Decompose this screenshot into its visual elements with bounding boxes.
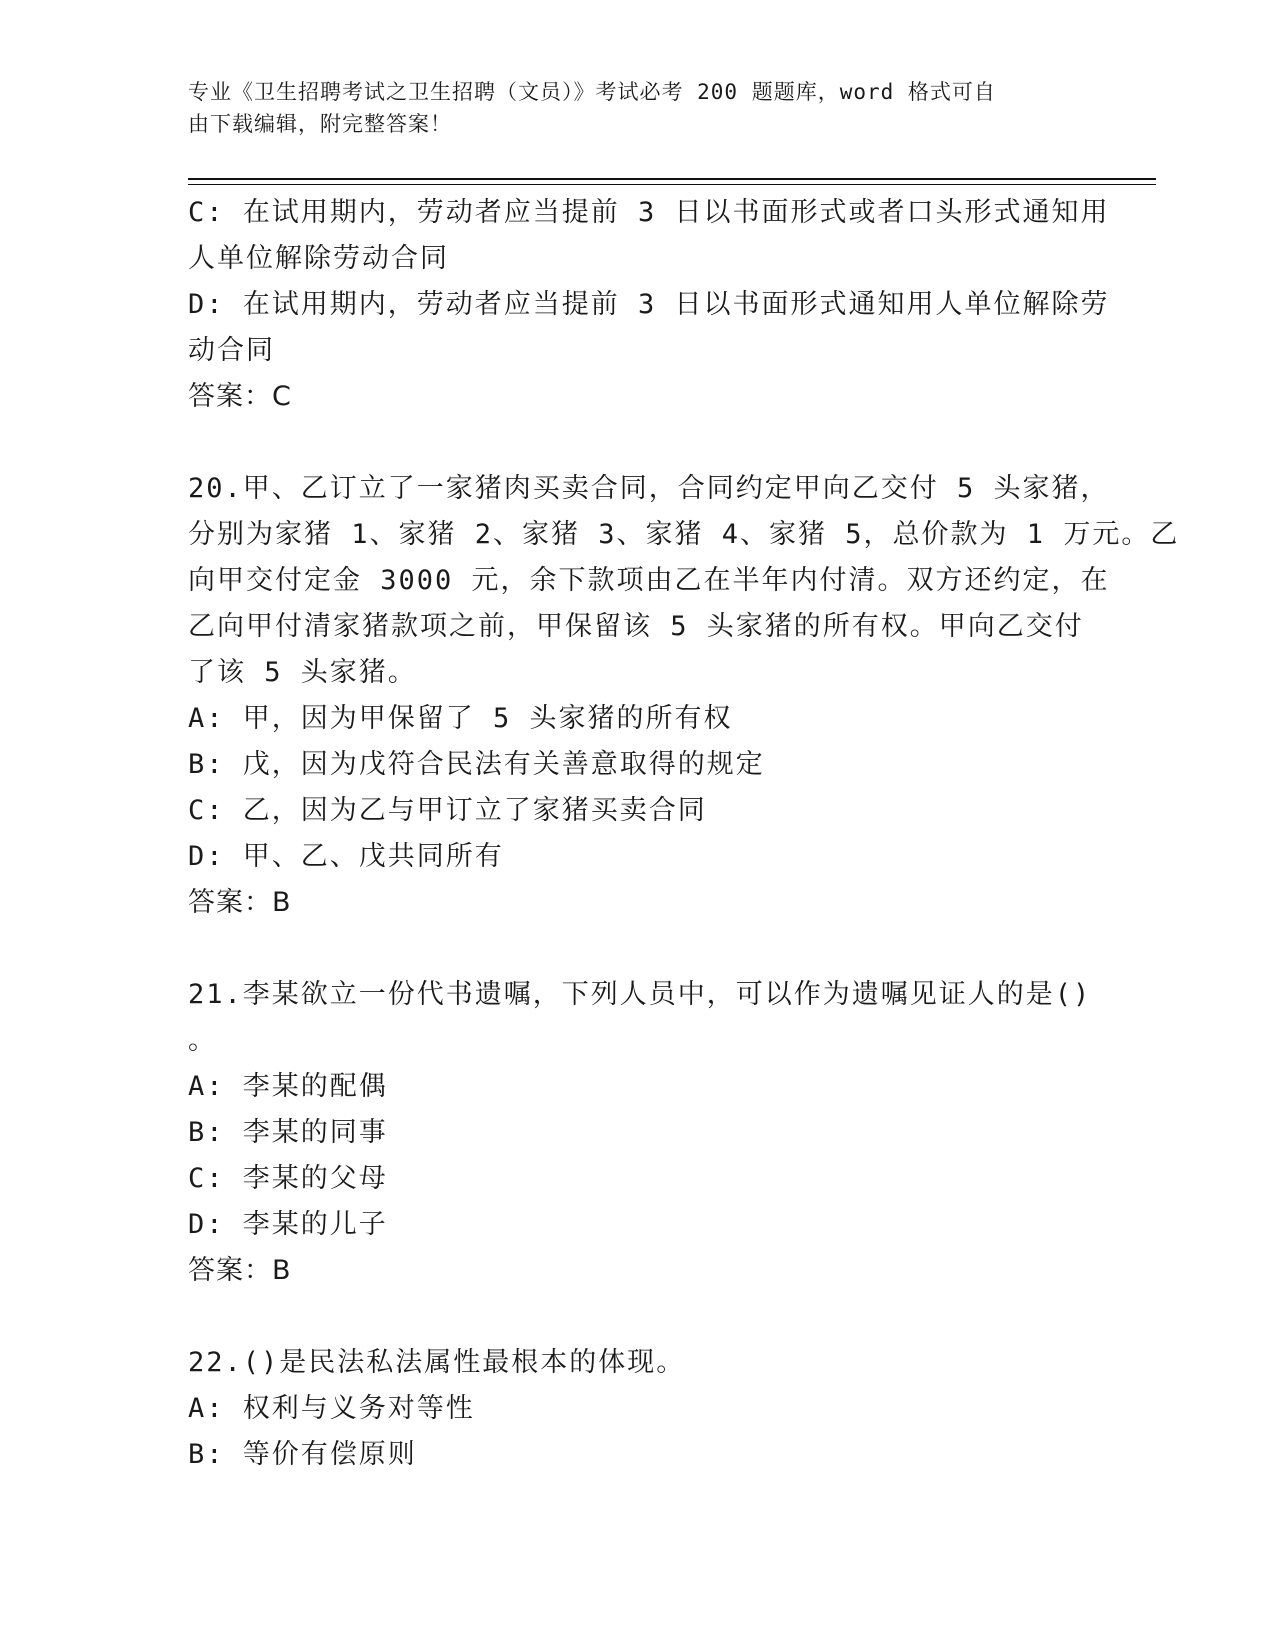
document-header (188, 76, 1068, 140)
option-b: B: 戊，因为戊符合民法有关善意取得的规定 (188, 749, 765, 780)
option-c: C: 李某的父母 (188, 1163, 388, 1194)
option-c-line-1: C: 在试用期内，劳动者应当提前 3 日以书面形式或者口头形式通知用 (188, 197, 1110, 228)
option-c: C: 乙，因为乙与甲订立了家猪买卖合同 (188, 795, 707, 826)
option-b: B: 李某的同事 (188, 1117, 388, 1148)
spacer (188, 1294, 1088, 1340)
question-stem-line: 了该 5 头家猪。 (188, 657, 417, 688)
question-stem-line: 21.李某欲立一份代书遗嘱，下列人员中，可以作为遗嘱见证人的是() (188, 979, 1092, 1010)
question-22 (188, 1340, 1088, 1478)
option-c-line-2: 人单位解除劳动合同 (188, 243, 449, 274)
answer-line: 答案：B (188, 887, 292, 918)
answer-line: 答案：C (188, 381, 292, 412)
option-d: D: 甲、乙、戊共同所有 (188, 841, 504, 872)
document-body (188, 190, 1180, 1478)
option-a: A: 权利与义务对等性 (188, 1393, 475, 1424)
question-20 (188, 466, 1180, 926)
option-d: D: 李某的儿子 (188, 1209, 388, 1240)
spacer (188, 926, 1088, 972)
question-21 (188, 972, 1092, 1294)
spacer (188, 420, 1088, 466)
option-d-line-1: D: 在试用期内，劳动者应当提前 3 日以书面形式通知用人单位解除劳 (188, 289, 1110, 320)
header-line-1: 专业《卫生招聘考试之卫生招聘（文员）》考试必考 200 题题库，word 格式可自 (188, 80, 996, 104)
option-d-line-2: 动合同 (188, 335, 275, 366)
question-stem-line: 向甲交付定金 3000 元，余下款项由乙在半年内付清。双方还约定，在 (188, 565, 1110, 596)
question-stem-line: 20.甲、乙订立了一家猪肉买卖合同，合同约定甲向乙交付 5 头家猪， (188, 473, 1110, 504)
question-stem-line: 22.()是民法私法属性最根本的体现。 (188, 1347, 686, 1378)
option-b: B: 等价有偿原则 (188, 1439, 417, 1470)
question-stem-line: 分别为家猪 1、家猪 2、家猪 3、家猪 4、家猪 5，总价款为 1 万元。乙 (188, 519, 1180, 550)
option-a: A: 甲，因为甲保留了 5 头家猪的所有权 (188, 703, 733, 734)
question-stem-line: 。 (188, 1025, 217, 1056)
header-rule-thick (188, 178, 1156, 180)
answer-line: 答案：B (188, 1255, 292, 1286)
prev-question (188, 190, 1110, 420)
question-stem-line: 乙向甲付清家猪款项之前，甲保留该 5 头家猪的所有权。甲向乙交付 (188, 611, 1084, 642)
header-line-2: 由下载编辑，附完整答案！ (188, 112, 452, 136)
header-rule-thin (188, 184, 1156, 185)
option-a: A: 李某的配偶 (188, 1071, 388, 1102)
